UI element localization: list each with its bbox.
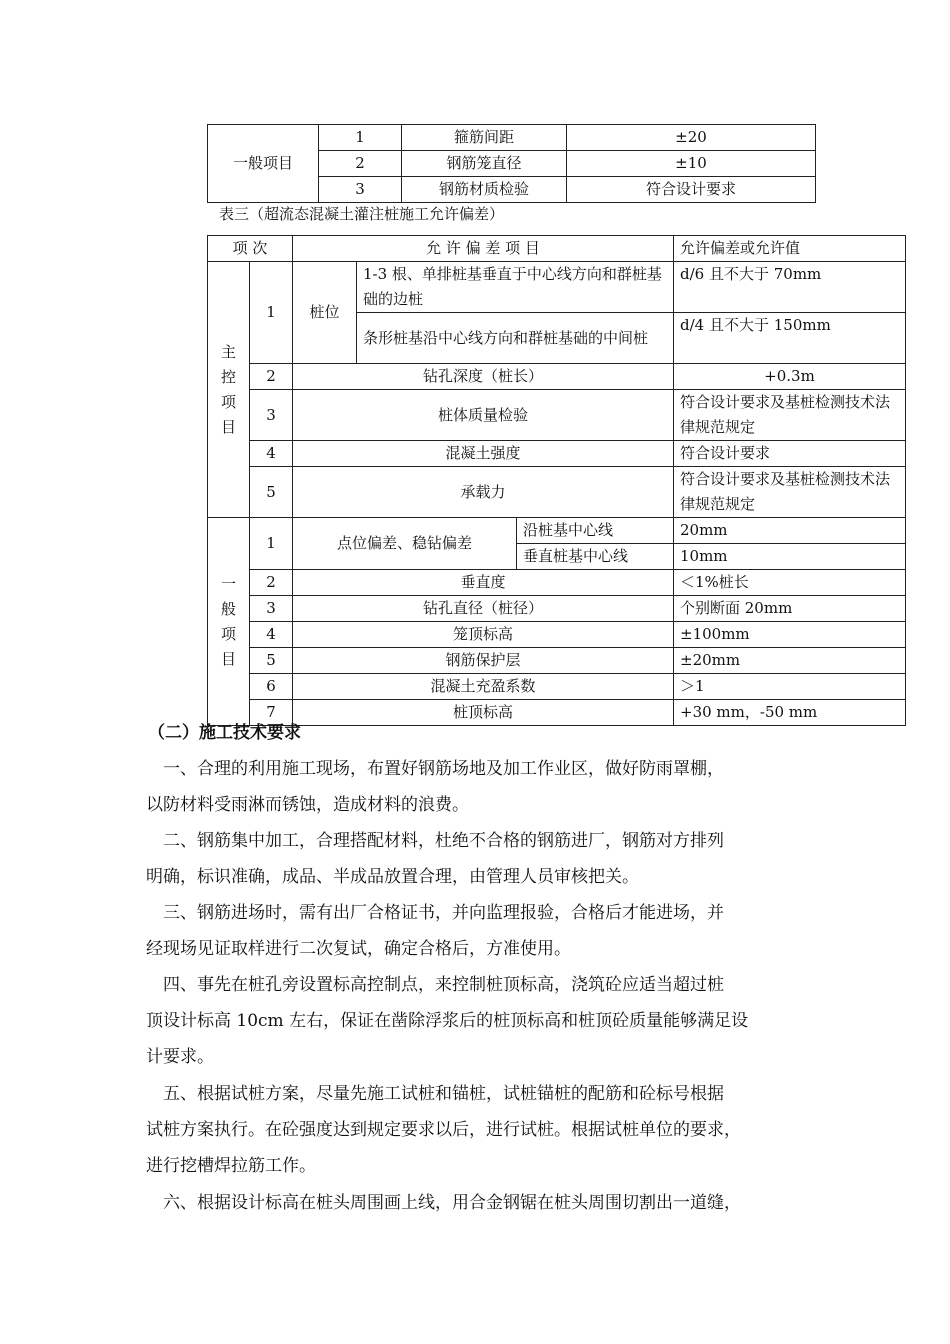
row-no: 5 [250, 467, 293, 518]
paragraph-line: 进行挖槽焊拉筋工作。 [146, 1156, 316, 1176]
row-value: d/6 且不大于 70mm [674, 262, 906, 313]
row-item: 桩体质量检验 [293, 390, 674, 441]
row-value: +30 mm，-50 mm [674, 700, 906, 726]
row-value: +0.3m [674, 364, 906, 390]
row-no: 3 [250, 390, 293, 441]
row-no: 3 [319, 177, 402, 203]
sub-item: 条形桩基沿中心线方向和群桩基础的中间桩 [357, 313, 674, 364]
row-item: 钢筋材质检验 [402, 177, 567, 203]
row-item: 箍筋间距 [402, 125, 567, 151]
row-value: ±20 [567, 125, 816, 151]
row-no: 1 [319, 125, 402, 151]
row-value: 符合设计要求及基桩检测技术法律规范规定 [674, 390, 906, 441]
row-value: ＞1 [674, 674, 906, 700]
paragraph-line: 以防材料受雨淋而锈蚀，造成材料的浪费。 [146, 795, 469, 815]
header-item: 允 许 偏 差 项 目 [293, 236, 674, 262]
table-caption: 表三（超流态混凝土灌注桩施工允许偏差） [219, 205, 505, 223]
row-item: 承载力 [293, 467, 674, 518]
header-tolerance: 允许偏差或允许值 [674, 236, 906, 262]
paragraph-line: 顶设计标高 10cm 左右，保证在凿除浮浆后的桩顶标高和桩顶砼质量能够满足设 [146, 1011, 749, 1031]
paragraph [146, 1185, 826, 1221]
pile-tolerance-table [207, 235, 906, 726]
row-item: 钻孔深度（桩长） [293, 364, 674, 390]
rebar-cage-table [207, 124, 816, 203]
paragraph-line: 明确，标识准确，成品、半成品放置合理，由管理人员审核把关。 [146, 867, 639, 887]
header-item-no: 项 次 [208, 236, 293, 262]
row-item: 垂直度 [293, 570, 674, 596]
row-value: ＜1%桩长 [674, 570, 906, 596]
row-item: 钻孔直径（桩径） [293, 596, 674, 622]
paragraph-line: 六、根据设计标高在桩头周围画上线，用合金钢锯在桩头周围切割出一道缝， [146, 1193, 741, 1213]
paragraph-line: 五、根据试桩方案，尽量先施工试桩和锚桩，试桩锚桩的配筋和砼标号根据 [146, 1084, 724, 1104]
row-no: 2 [319, 151, 402, 177]
row-item: 混凝土强度 [293, 441, 674, 467]
row-no: 2 [250, 364, 293, 390]
row-value: 符合设计要求 [567, 177, 816, 203]
row-value: 符合设计要求及基桩检测技术法律规范规定 [674, 467, 906, 518]
row-value: ±100mm [674, 622, 906, 648]
row-item: 笼顶标高 [293, 622, 674, 648]
row-no: 3 [250, 596, 293, 622]
row-no: 4 [250, 441, 293, 467]
row-no: 7 [250, 700, 293, 726]
sub-item: 1-3 根、单排桩基垂直于中心线方向和群桩基础的边桩 [357, 262, 674, 313]
paragraph-line: 四、事先在桩孔旁设置标高控制点，来控制桩顶标高，浇筑砼应适当超过桩 [146, 975, 724, 995]
paragraph-line: 一、合理的利用施工现场，布置好钢筋场地及加工作业区，做好防雨罩棚， [146, 759, 724, 779]
paragraph-line: 试桩方案执行。在砼强度达到规定要求以后，进行试桩。根据试桩单位的要求， [146, 1120, 741, 1140]
row-no: 1 [250, 262, 293, 364]
paragraph-line: 计要求。 [146, 1047, 214, 1067]
main-control-label: 主 控 项 目 [208, 262, 250, 518]
group-label: 一般项目 [208, 125, 319, 203]
row-item: 钢筋笼直径 [402, 151, 567, 177]
paragraph [146, 751, 826, 823]
paragraph [146, 967, 826, 1075]
row-value: 10mm [674, 544, 906, 570]
row-no: 4 [250, 622, 293, 648]
row-value: 20mm [674, 518, 906, 544]
row-no: 1 [250, 518, 293, 570]
sub-item: 沿桩基中心线 [517, 518, 674, 544]
row-no: 2 [250, 570, 293, 596]
row-item: 桩顶标高 [293, 700, 674, 726]
sub-item: 垂直桩基中心线 [517, 544, 674, 570]
paragraph [146, 823, 826, 895]
paragraph [146, 895, 826, 967]
row-no: 5 [250, 648, 293, 674]
row-no: 6 [250, 674, 293, 700]
paragraph-line: 三、钢筋进场时，需有出厂合格证书，并向监理报验，合格后才能进场，并 [146, 903, 724, 923]
row-item: 钢筋保护层 [293, 648, 674, 674]
section-heading: （二）施工技术要求 [148, 723, 301, 743]
row-value: ±20mm [674, 648, 906, 674]
paragraph [146, 1076, 826, 1184]
row-item: 混凝土充盈系数 [293, 674, 674, 700]
row-value: 个别断面 20mm [674, 596, 906, 622]
row-item: 桩位 [293, 262, 357, 364]
paragraph-line: 经现场见证取样进行二次复试，确定合格后，方准使用。 [146, 939, 571, 959]
row-item: 点位偏差、稳钻偏差 [293, 518, 517, 570]
general-items-label: 一 般 项 目 [208, 518, 250, 726]
row-value: ±10 [567, 151, 816, 177]
row-value: d/4 且不大于 150mm [674, 313, 906, 364]
row-value: 符合设计要求 [674, 441, 906, 467]
paragraph-line: 二、钢筋集中加工，合理搭配材料，杜绝不合格的钢筋进厂，钢筋对方排列 [146, 831, 724, 851]
